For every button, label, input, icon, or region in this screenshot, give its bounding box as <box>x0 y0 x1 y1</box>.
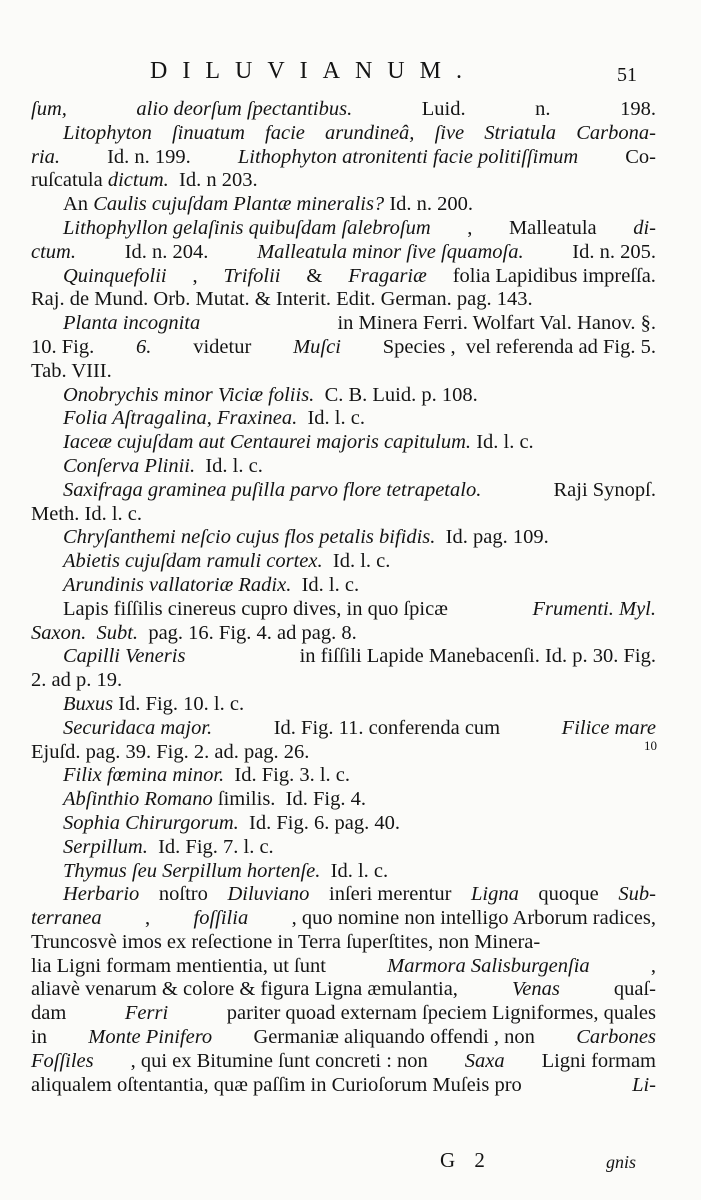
text-line <box>31 741 656 765</box>
word: Id. n. 200. <box>384 193 474 216</box>
word: Raji Synopſ. <box>553 478 656 501</box>
italic-word: Trifolii <box>223 264 281 287</box>
word: videtur <box>193 335 252 358</box>
text-line <box>31 193 656 217</box>
page-number: 51 <box>617 64 637 86</box>
italic-word: Fraxinea. <box>216 407 298 430</box>
italic-word: Serpillum. <box>63 835 148 858</box>
italic-word: Venas <box>511 978 560 1001</box>
italic-word: ſive <box>434 121 465 144</box>
text-line <box>31 288 656 312</box>
word: 2. ad p. 19. <box>31 669 123 692</box>
italic-word: Li- <box>632 1073 656 1096</box>
italic-word: Conſerva Plinii. <box>63 454 196 477</box>
word: An <box>63 193 94 216</box>
word: , <box>145 907 151 930</box>
italic-word: Striatula <box>484 121 557 144</box>
word: Luid. <box>421 98 466 120</box>
text-line <box>31 407 656 431</box>
text-line <box>31 360 656 384</box>
signature-mark: G 2 <box>440 1148 492 1172</box>
word: Id. l. c. <box>471 431 534 454</box>
text-line <box>31 336 656 360</box>
text-line <box>31 1026 656 1050</box>
italic-word: Foſſiles <box>31 1049 94 1072</box>
italic-word: Saxa <box>464 1049 505 1072</box>
word: Raj. de Mund. Orb. Mutat. & Interit. Edit. German. pag. 143. <box>31 288 533 311</box>
italic-word: Iaceæ cujuſdam aut Centaurei majoris capitulum. <box>63 431 472 454</box>
italic-word: Lithophyllon gelaſinis quibuſdam ſalebroſum <box>63 216 431 239</box>
italic-word: Saxon. <box>31 621 87 644</box>
word: Id. Fig. 6. pag. 40. <box>238 811 400 834</box>
text-line <box>31 384 656 408</box>
word: , <box>192 264 198 287</box>
text-line <box>31 978 656 1002</box>
italic-word: Securidaca major. <box>63 716 213 739</box>
italic-word: Folia Aſtragalina <box>63 407 207 430</box>
italic-word: Carbones <box>576 1026 656 1049</box>
italic-word: arundineâ, <box>325 121 415 144</box>
word: Ejuſd. pag. 39. Fig. 2. ad. pag. 26. <box>31 740 310 763</box>
text-line <box>31 479 656 503</box>
italic-word: Planta incognita <box>63 312 201 335</box>
italic-word: terranea <box>31 907 102 930</box>
text-line <box>31 860 656 884</box>
text-line <box>31 836 656 860</box>
italic-word: Sub- <box>618 883 656 906</box>
text-line <box>31 455 656 479</box>
word: quoque <box>538 883 599 906</box>
word: n. <box>535 98 551 120</box>
text-line <box>31 1050 656 1074</box>
italic-word: Filix fœmina minor. <box>63 764 225 787</box>
italic-word: Buxus <box>63 692 114 715</box>
italic-word: Marmora Salisburgenſia <box>387 954 590 977</box>
word: quaſ- <box>613 978 656 1001</box>
word: Germaniæ aliquando offendi , non <box>253 1026 535 1049</box>
word: C. B. Luid. p. 108. <box>314 383 478 406</box>
word: pariter quoad externam ſpeciem Ligniformes, quales <box>226 1002 656 1025</box>
italic-word: ria. <box>31 145 61 168</box>
italic-word: ſinuatum <box>171 121 245 144</box>
word: Id. l. c. <box>291 573 360 596</box>
text-line <box>31 146 656 170</box>
text-line <box>31 907 656 931</box>
word: Id. Fig. 3. l. c. <box>224 764 351 787</box>
word: in Minera Ferri. Wolfart Val. Hanov. §. <box>337 312 656 335</box>
word: , qui ex Bitumine ſunt concreti : non <box>130 1049 428 1072</box>
word: , <box>206 407 217 430</box>
italic-word: Carbona- <box>576 121 656 144</box>
text-line <box>31 217 656 241</box>
italic-word: Subt. <box>96 621 139 644</box>
word: dam <box>31 1002 67 1025</box>
word: Id. Fig. 7. l. c. <box>147 835 274 858</box>
catchword: gnis <box>606 1152 637 1172</box>
text-line <box>31 931 656 955</box>
word: inſeri merentur <box>329 883 452 906</box>
italic-word: Herbario <box>63 883 140 906</box>
word: Id. n. 205. <box>572 240 656 263</box>
italic-word: Monte Pinifero <box>88 1026 213 1049</box>
word: , <box>650 954 656 977</box>
italic-word: Onobrychis minor Viciæ foliis. <box>63 383 315 406</box>
italic-word: Ferri <box>124 1002 169 1025</box>
text-line <box>31 693 656 717</box>
italic-word: Quinquefolii <box>63 264 167 287</box>
text-line <box>31 788 656 812</box>
italic-word: foſſilia <box>193 907 249 930</box>
italic-word: Diluviano <box>227 883 310 906</box>
word: Meth. Id. l. c. <box>31 502 143 525</box>
word: Id. l. c. <box>297 407 365 430</box>
italic-word: Chryſanthemi neſcio cujus flos petalis bifidis. <box>63 526 436 549</box>
text-line <box>31 265 656 289</box>
italic-word: Thymus ſeu Serpillum hortenſe. <box>63 859 321 882</box>
text-line <box>31 312 656 336</box>
word: Id. pag. 109. <box>435 526 549 549</box>
italic-word: ſum, <box>31 98 67 120</box>
word: Id. n. 204. <box>124 240 209 263</box>
text-line <box>31 955 656 979</box>
text-line <box>31 503 656 527</box>
text-line <box>31 812 656 836</box>
word: Id. Fig. 11. conferenda cum <box>273 716 501 739</box>
word: Id. l. c. <box>320 859 389 882</box>
word: Id. Fig. 10. l. c. <box>113 692 245 715</box>
text-line <box>31 598 656 622</box>
word: Co- <box>625 145 656 168</box>
italic-word: Ligna <box>470 883 519 906</box>
text-line <box>31 622 656 646</box>
text-line <box>31 883 656 907</box>
word: Lapis fiſſilis cinereus cupro dives, in quo ſpicæ <box>63 597 448 620</box>
word: ruſcatula <box>31 169 108 192</box>
italic-word: Litophyton <box>63 121 152 144</box>
word: Id. l. c. <box>322 550 391 573</box>
text-body <box>31 98 656 1097</box>
word: lia Ligni formam mentientia, ut ſunt <box>31 954 326 977</box>
word: Id. l. c. <box>195 454 263 477</box>
italic-word: Abietis cujuſdam ramuli cortex. <box>63 550 323 573</box>
italic-word: Lithophyton atronitenti facie politiſſimum <box>237 145 579 168</box>
word: 198. <box>620 98 656 120</box>
italic-word: alio deorſum ſpectantibus. <box>136 98 353 120</box>
italic-word: Muſci <box>293 335 341 358</box>
italic-word: Malleatula minor ſive ſquamoſa. <box>257 240 524 263</box>
word: aliavè venarum & colore & figura Ligna æmulantia, <box>31 978 458 1001</box>
text-line <box>31 122 656 146</box>
word: Ligni formam <box>541 1049 656 1072</box>
text-line <box>31 431 656 455</box>
word: 10. Fig. <box>31 335 95 358</box>
italic-word: facie <box>265 121 305 144</box>
italic-word: Caulis cujuſdam Plantæ mineralis? <box>93 193 385 216</box>
italic-word: Abſinthio Romano <box>63 788 213 811</box>
text-line <box>31 1074 656 1098</box>
word: ſimilis. Id. Fig. 4. <box>212 788 366 811</box>
word: in <box>31 1026 47 1049</box>
italic-word: 6. <box>136 335 152 358</box>
page-header <box>0 58 701 94</box>
word: Truncosvè imos ex reſectione in Terra ſuperſtites, non Minera- <box>31 930 541 953</box>
running-title: DILUVIANUM. <box>150 58 477 84</box>
word: in fiſſili Lapide Manebacenſi. Id. p. 30. Fig. <box>299 645 656 668</box>
word: Id. n 203. <box>168 169 258 192</box>
text-line <box>31 169 656 193</box>
text-line <box>31 526 656 550</box>
italic-word: di- <box>633 216 656 239</box>
italic-word: Capilli Veneris <box>63 645 186 668</box>
word: , <box>467 216 473 239</box>
text-line <box>31 717 656 741</box>
word: folia Lapidibus impreſſa. <box>452 264 656 287</box>
word: Malleatula <box>508 216 597 239</box>
text-line <box>31 241 656 265</box>
italic-word: Frumenti. Myl. <box>532 597 656 620</box>
text-line <box>31 645 656 669</box>
text-line <box>31 98 656 122</box>
margin-note: 10 <box>644 738 657 753</box>
word: Species , vel referenda ad Fig. 5. <box>382 335 656 358</box>
text-line <box>31 669 656 693</box>
italic-word: Fragariæ <box>348 264 427 287</box>
word: , quo nomine non intelligo Arborum radices, <box>291 907 656 930</box>
page-footer <box>0 1148 701 1174</box>
word: Tab. VIII. <box>31 359 112 382</box>
word: aliqualem oſtentantia, quæ paſſim in Curioſorum Muſeis pro <box>31 1073 522 1096</box>
word: & <box>306 264 323 287</box>
italic-word: Filice mare <box>561 716 656 739</box>
word: pag. 16. Fig. 4. ad pag. 8. <box>138 621 357 644</box>
word <box>86 622 96 646</box>
italic-word: Sophia Chirurgorum. <box>63 811 239 834</box>
italic-word: dictum. <box>107 169 169 192</box>
word: Id. n. 199. <box>107 145 191 168</box>
italic-word: Arundinis vallatoriæ Radix. <box>63 573 292 596</box>
italic-word: Saxifraga gramineа puſilla parvo flore tetrapetalo. <box>63 478 482 501</box>
text-line <box>31 764 656 788</box>
italic-word: ctum. <box>31 240 76 263</box>
text-line <box>31 550 656 574</box>
text-line <box>31 1002 656 1026</box>
text-line <box>31 574 656 598</box>
word: noſtro <box>158 883 208 906</box>
